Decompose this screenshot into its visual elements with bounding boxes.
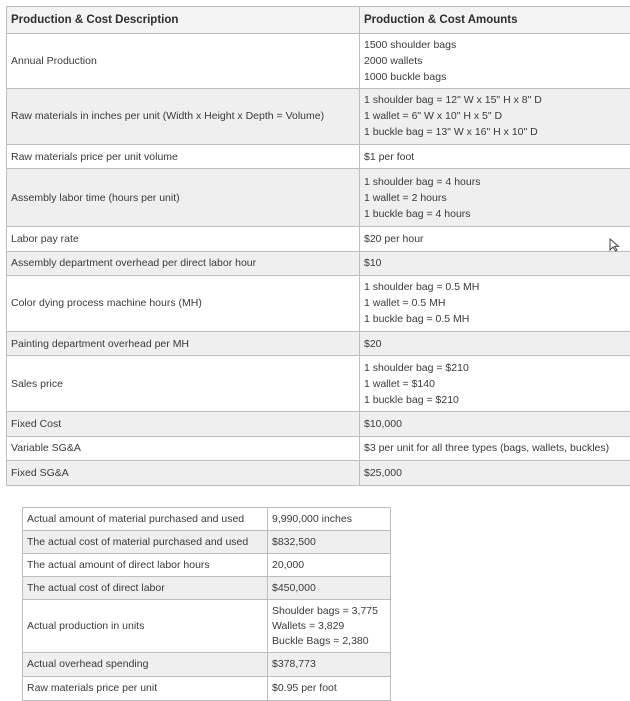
amount-line: 1000 buckle bags (364, 69, 630, 85)
row-amounts (360, 411, 630, 436)
table-row (23, 677, 391, 701)
table-header-row (7, 7, 630, 34)
row-amounts (360, 331, 630, 356)
amount-line: $378,773 (272, 657, 386, 672)
row-description: Assembly labor time (hours per unit) (7, 169, 360, 227)
table-row (23, 554, 391, 577)
table-row (23, 508, 391, 531)
row-amounts (360, 144, 630, 169)
row-amounts (360, 436, 630, 461)
row-description: The actual amount of direct labor hours (23, 554, 268, 577)
table-row (7, 276, 630, 332)
mouse-pointer-icon (608, 238, 622, 252)
row-description: Raw materials in inches per unit (Width x Height x Depth = Volume) (7, 89, 360, 145)
description-column-header: Production & Cost Description (7, 7, 360, 34)
amount-line: $10 (364, 255, 630, 271)
amount-line: Shoulder bags = 3,775 (272, 604, 386, 619)
row-amounts (360, 276, 630, 332)
row-description: Actual overhead spending (23, 653, 268, 677)
row-description: Actual amount of material purchased and used (23, 508, 268, 531)
table-row (7, 89, 630, 145)
amount-line: 1 buckle bag = $210 (364, 392, 630, 408)
amount-line: 1 shoulder bag = 4 hours (364, 174, 630, 190)
amount-line: $10,000 (364, 416, 630, 432)
amounts-column-header: Production & Cost Amounts (360, 7, 630, 34)
table-row (23, 531, 391, 554)
amount-line: $832,500 (272, 535, 386, 550)
row-amounts (360, 89, 630, 145)
row-description: Raw materials price per unit volume (7, 144, 360, 169)
amount-line: 1 shoulder bag = 0.5 MH (364, 279, 630, 295)
production-cost-table (6, 6, 630, 486)
row-amounts (360, 169, 630, 227)
row-description: Variable SG&A (7, 436, 360, 461)
row-description: Raw materials price per unit (23, 677, 268, 701)
table-row (7, 411, 630, 436)
table-row (7, 251, 630, 276)
row-description: Fixed Cost (7, 411, 360, 436)
table-row (7, 356, 630, 412)
amount-line: $0.95 per foot (272, 681, 386, 696)
table-row (7, 169, 630, 227)
row-description: The actual cost of material purchased and used (23, 531, 268, 554)
row-amounts (360, 356, 630, 412)
table-row (7, 436, 630, 461)
amount-line: $25,000 (364, 465, 630, 481)
amount-line: 1500 shoulder bags (364, 37, 630, 53)
amount-line: 1 buckle bag = 13" W x 16" H x 10" D (364, 124, 630, 140)
table-row (23, 577, 391, 600)
table-row (23, 600, 391, 653)
amount-line: 1 wallet = 0.5 MH (364, 295, 630, 311)
amount-line: 2000 wallets (364, 53, 630, 69)
row-amounts (268, 677, 391, 701)
amount-line: 1 buckle bag = 4 hours (364, 206, 630, 222)
row-description: The actual cost of direct labor (23, 577, 268, 600)
row-description: Painting department overhead per MH (7, 331, 360, 356)
table-row (7, 331, 630, 356)
table-row (7, 461, 630, 486)
row-description: Actual production in units (23, 600, 268, 653)
row-amounts (360, 461, 630, 486)
actual-results-table (22, 507, 391, 701)
amount-line: $450,000 (272, 581, 386, 596)
row-amounts (268, 508, 391, 531)
amount-line: 1 shoulder bag = 12" W x 15" H x 8" D (364, 92, 630, 108)
amount-line: 9,990,000 inches (272, 512, 386, 527)
row-amounts (268, 653, 391, 677)
row-amounts (360, 226, 630, 251)
row-description: Sales price (7, 356, 360, 412)
amount-line: Buckle Bags = 2,380 (272, 634, 386, 649)
amount-line: 20,000 (272, 558, 386, 573)
amount-line: $1 per foot (364, 149, 630, 165)
row-amounts (360, 251, 630, 276)
amount-line: 1 wallet = 6" W x 10" H x 5" D (364, 108, 630, 124)
amount-line: Wallets = 3,829 (272, 619, 386, 634)
row-description: Fixed SG&A (7, 461, 360, 486)
amount-line: 1 shoulder bag = $210 (364, 360, 630, 376)
amount-line: 1 buckle bag = 0.5 MH (364, 311, 630, 327)
row-amounts (268, 554, 391, 577)
amount-line: $3 per unit for all three types (bags, wallets, buckles) (364, 440, 630, 456)
row-description: Labor pay rate (7, 226, 360, 251)
amount-line: $20 per hour (364, 231, 630, 247)
table-row (7, 144, 630, 169)
row-amounts (268, 531, 391, 554)
table-row (23, 653, 391, 677)
row-description: Color dying process machine hours (MH) (7, 276, 360, 332)
row-description: Annual Production (7, 33, 360, 89)
table-row (7, 33, 630, 89)
row-amounts (268, 600, 391, 653)
amount-line: 1 wallet = 2 hours (364, 190, 630, 206)
amount-line: $20 (364, 336, 630, 352)
row-amounts (268, 577, 391, 600)
amount-line: 1 wallet = $140 (364, 376, 630, 392)
table-row (7, 226, 630, 251)
row-amounts (360, 33, 630, 89)
row-description: Assembly department overhead per direct labor hour (7, 251, 360, 276)
